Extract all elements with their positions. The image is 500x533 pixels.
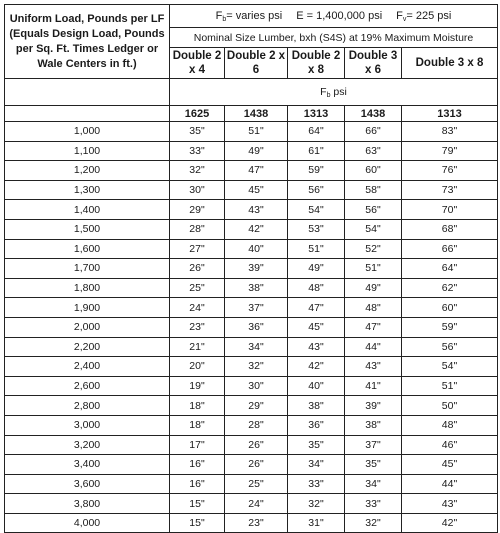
span-cell: 45" xyxy=(402,455,498,475)
load-cell: 1,200 xyxy=(5,161,170,181)
span-cell: 38" xyxy=(288,396,345,416)
fb-row-subscript: b xyxy=(326,91,331,99)
span-cell: 16" xyxy=(170,474,225,494)
span-cell: 29" xyxy=(225,396,288,416)
span-cell: 42" xyxy=(402,513,498,533)
span-cell: 34" xyxy=(225,337,288,357)
table-row xyxy=(5,474,498,494)
size-header-cell: Double 3 x 6 xyxy=(345,48,402,79)
span-cell: 33" xyxy=(345,494,402,514)
load-cell: 1,500 xyxy=(5,219,170,239)
span-cell: 29" xyxy=(170,200,225,220)
span-cell: 24" xyxy=(170,298,225,318)
fb-value: = varies psi xyxy=(226,9,283,22)
span-cell: 54" xyxy=(288,200,345,220)
span-cell: 64" xyxy=(402,259,498,279)
fb-psi-header xyxy=(170,79,498,106)
span-cell: 43" xyxy=(402,494,498,514)
span-cell: 54" xyxy=(345,219,402,239)
span-cell: 44" xyxy=(345,337,402,357)
span-cell: 42" xyxy=(225,219,288,239)
span-table-container xyxy=(4,4,498,533)
table-row xyxy=(5,337,498,357)
span-cell: 30" xyxy=(170,180,225,200)
span-cell: 17" xyxy=(170,435,225,455)
span-cell: 51" xyxy=(345,259,402,279)
span-cell: 20" xyxy=(170,357,225,377)
size-header-cell: Double 2 x 8 xyxy=(288,48,345,79)
span-cell: 37" xyxy=(225,298,288,318)
table-row xyxy=(5,239,498,259)
span-cell: 35" xyxy=(170,122,225,142)
span-cell: 47" xyxy=(225,161,288,181)
empty-header-cell xyxy=(5,79,170,106)
span-cell: 27" xyxy=(170,239,225,259)
span-cell: 40" xyxy=(225,239,288,259)
span-cell: 36" xyxy=(288,415,345,435)
span-cell: 28" xyxy=(170,219,225,239)
empty-header-cell xyxy=(5,106,170,122)
span-cell: 25" xyxy=(225,474,288,494)
span-cell: 32" xyxy=(288,494,345,514)
size-header-cell: Double 2 x 4 xyxy=(170,48,225,79)
fb-value-cell: 1438 xyxy=(345,106,402,122)
span-cell: 51" xyxy=(402,376,498,396)
span-cell: 73" xyxy=(402,180,498,200)
nominal-size-header: Nominal Size Lumber, bxh (S4S) at 19% Maximum Moisture xyxy=(170,28,498,48)
load-cell: 1,900 xyxy=(5,298,170,318)
table-row xyxy=(5,161,498,181)
span-cell: 15" xyxy=(170,513,225,533)
load-cell: 2,600 xyxy=(5,376,170,396)
load-cell: 3,800 xyxy=(5,494,170,514)
uniform-load-header: Uniform Load, Pounds per LF (Equals Design Load, Pounds per Sq. Ft. Times Ledger or Wale Centers in ft.) xyxy=(5,5,170,79)
fv-subscript: v xyxy=(402,15,407,23)
load-cell: 1,100 xyxy=(5,141,170,161)
span-cell: 45" xyxy=(225,180,288,200)
span-cell: 54" xyxy=(402,357,498,377)
span-cell: 39" xyxy=(225,259,288,279)
span-cell: 42" xyxy=(288,357,345,377)
span-cell: 19" xyxy=(170,376,225,396)
span-cell: 50" xyxy=(402,396,498,416)
span-cell: 59" xyxy=(288,161,345,181)
table-row xyxy=(5,200,498,220)
span-cell: 34" xyxy=(345,474,402,494)
span-cell: 63" xyxy=(345,141,402,161)
span-cell: 35" xyxy=(345,455,402,475)
span-cell: 70" xyxy=(402,200,498,220)
span-cell: 48" xyxy=(345,298,402,318)
span-cell: 45" xyxy=(288,317,345,337)
load-cell: 2,200 xyxy=(5,337,170,357)
span-cell: 60" xyxy=(402,298,498,318)
span-cell: 24" xyxy=(225,494,288,514)
load-cell: 1,300 xyxy=(5,180,170,200)
table-row xyxy=(5,122,498,142)
span-cell: 25" xyxy=(170,278,225,298)
table-row xyxy=(5,415,498,435)
modulus-text: E = 1,400,000 psi xyxy=(296,9,383,22)
fb-row-symbol: F xyxy=(320,85,327,98)
span-cell: 33" xyxy=(288,474,345,494)
span-cell: 62" xyxy=(402,278,498,298)
table-row xyxy=(5,376,498,396)
table-row xyxy=(5,259,498,279)
span-cell: 53" xyxy=(288,219,345,239)
load-cell: 1,800 xyxy=(5,278,170,298)
span-cell: 31" xyxy=(288,513,345,533)
table-row xyxy=(5,513,498,533)
fb-symbol: F xyxy=(215,9,223,22)
table-row xyxy=(5,298,498,318)
span-cell: 56" xyxy=(288,180,345,200)
span-cell: 51" xyxy=(288,239,345,259)
load-cell: 3,400 xyxy=(5,455,170,475)
span-cell: 26" xyxy=(225,455,288,475)
table-row xyxy=(5,494,498,514)
span-cell: 44" xyxy=(402,474,498,494)
fb-value-cell: 1625 xyxy=(170,106,225,122)
fv-symbol: F xyxy=(396,9,403,22)
span-cell: 38" xyxy=(225,278,288,298)
span-cell: 47" xyxy=(288,298,345,318)
span-cell: 47" xyxy=(345,317,402,337)
span-cell: 21" xyxy=(170,337,225,357)
span-cell: 23" xyxy=(170,317,225,337)
load-cell: 4,000 xyxy=(5,513,170,533)
table-row xyxy=(5,219,498,239)
span-cell: 43" xyxy=(225,200,288,220)
span-cell: 58" xyxy=(345,180,402,200)
span-cell: 41" xyxy=(345,376,402,396)
span-cell: 49" xyxy=(345,278,402,298)
span-cell: 66" xyxy=(402,239,498,259)
span-cell: 15" xyxy=(170,494,225,514)
load-cell: 1,000 xyxy=(5,122,170,142)
span-cell: 83" xyxy=(402,122,498,142)
load-cell: 3,000 xyxy=(5,415,170,435)
span-cell: 38" xyxy=(345,415,402,435)
span-cell: 79" xyxy=(402,141,498,161)
span-cell: 18" xyxy=(170,396,225,416)
span-cell: 48" xyxy=(288,278,345,298)
span-cell: 56" xyxy=(402,337,498,357)
load-cell: 3,600 xyxy=(5,474,170,494)
table-row xyxy=(5,180,498,200)
span-cell: 43" xyxy=(288,337,345,357)
span-cell: 23" xyxy=(225,513,288,533)
span-cell: 37" xyxy=(345,435,402,455)
fb-value-cell: 1313 xyxy=(402,106,498,122)
span-cell: 16" xyxy=(170,455,225,475)
table-row xyxy=(5,396,498,416)
table-row xyxy=(5,435,498,455)
span-cell: 68" xyxy=(402,219,498,239)
design-values-header xyxy=(170,5,498,28)
load-cell: 1,700 xyxy=(5,259,170,279)
load-cell: 2,800 xyxy=(5,396,170,416)
span-cell: 32" xyxy=(170,161,225,181)
span-cell: 60" xyxy=(345,161,402,181)
fb-value-cell: 1438 xyxy=(225,106,288,122)
span-cell: 49" xyxy=(288,259,345,279)
span-cell: 76" xyxy=(402,161,498,181)
fb-subscript: b xyxy=(222,15,227,23)
load-cell: 1,400 xyxy=(5,200,170,220)
fb-value-cell: 1313 xyxy=(288,106,345,122)
load-cell: 2,400 xyxy=(5,357,170,377)
table-row xyxy=(5,141,498,161)
load-cell: 2,000 xyxy=(5,317,170,337)
table-row xyxy=(5,357,498,377)
ledger-span-table xyxy=(4,4,498,533)
span-cell: 33" xyxy=(170,141,225,161)
load-cell: 3,200 xyxy=(5,435,170,455)
table-row xyxy=(5,278,498,298)
span-cell: 46" xyxy=(402,435,498,455)
span-cell: 59" xyxy=(402,317,498,337)
table-row xyxy=(5,455,498,475)
size-header-cell: Double 3 x 8 xyxy=(402,48,498,79)
span-cell: 26" xyxy=(225,435,288,455)
load-cell: 1,600 xyxy=(5,239,170,259)
span-cell: 64" xyxy=(288,122,345,142)
span-cell: 34" xyxy=(288,455,345,475)
size-header-cell: Double 2 x 6 xyxy=(225,48,288,79)
fb-row-unit: psi xyxy=(330,85,347,98)
span-cell: 66" xyxy=(345,122,402,142)
table-row xyxy=(5,317,498,337)
span-cell: 26" xyxy=(170,259,225,279)
span-cell: 43" xyxy=(345,357,402,377)
span-cell: 49" xyxy=(225,141,288,161)
span-cell: 32" xyxy=(225,357,288,377)
span-cell: 48" xyxy=(402,415,498,435)
span-cell: 52" xyxy=(345,239,402,259)
span-cell: 18" xyxy=(170,415,225,435)
span-cell: 36" xyxy=(225,317,288,337)
span-cell: 61" xyxy=(288,141,345,161)
fv-value: = 225 psi xyxy=(406,9,452,22)
span-cell: 51" xyxy=(225,122,288,142)
span-cell: 35" xyxy=(288,435,345,455)
span-cell: 28" xyxy=(225,415,288,435)
span-cell: 40" xyxy=(288,376,345,396)
span-cell: 56" xyxy=(345,200,402,220)
span-cell: 30" xyxy=(225,376,288,396)
span-cell: 39" xyxy=(345,396,402,416)
span-cell: 32" xyxy=(345,513,402,533)
